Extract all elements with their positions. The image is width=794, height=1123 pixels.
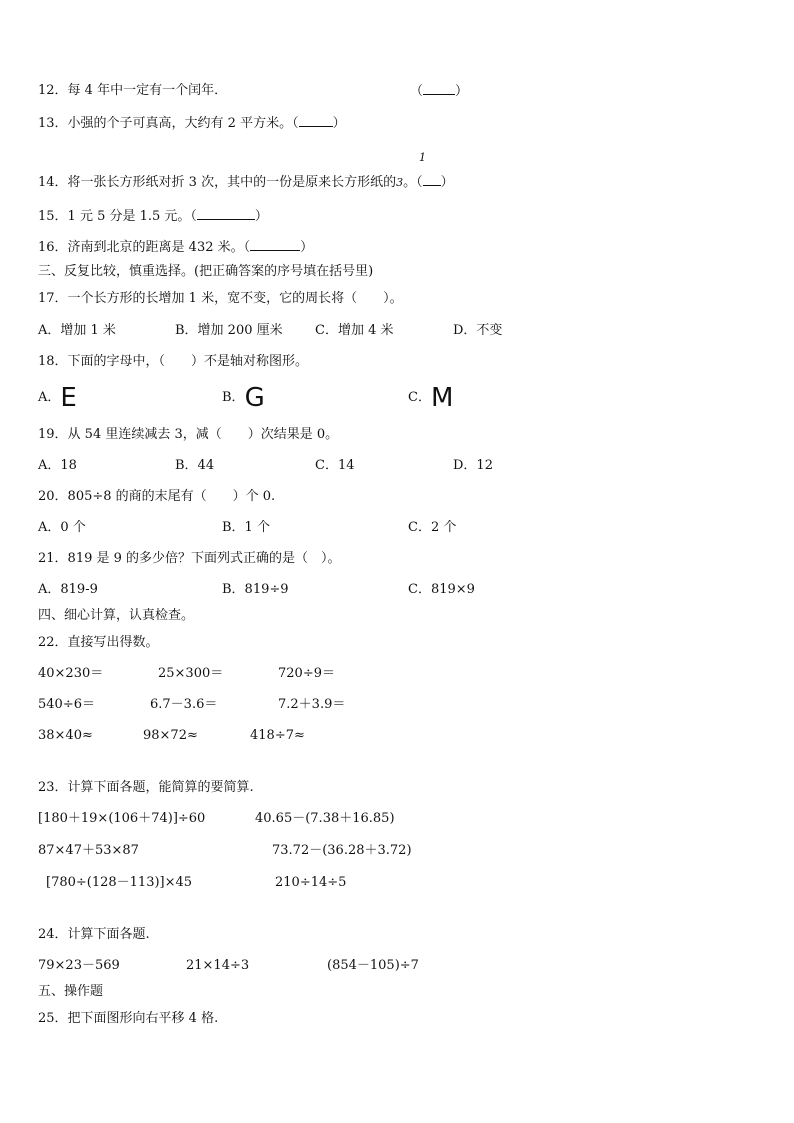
option-label: C． bbox=[408, 390, 431, 405]
q18-option-b[interactable] bbox=[222, 384, 265, 412]
question-19: 19．从 54 里连续减去 3，减（ ）次结果是 0。 bbox=[38, 427, 339, 442]
answer-blank[interactable] bbox=[197, 207, 255, 220]
question-20: 20．805÷8 的商的末尾有（ ）个 0. bbox=[38, 489, 276, 504]
question-13 bbox=[38, 114, 346, 133]
question-14-text: 14．将一张长方形纸对折 3 次，其中的一份是原来长方形纸的 bbox=[38, 175, 397, 190]
question-21: 21．819 是 9 的多少倍？下面列式正确的是（ ）。 bbox=[38, 551, 341, 566]
calc-item: 25×300＝ bbox=[158, 666, 224, 681]
q19-option-c[interactable]: C．14 bbox=[315, 458, 355, 473]
calc-item: [180＋19×(106＋74)]÷60 bbox=[38, 811, 206, 826]
fraction-numerator: 1 bbox=[419, 151, 426, 164]
question-14-tail: 。（ bbox=[403, 175, 423, 190]
calc-item: 418÷7≈ bbox=[250, 728, 305, 743]
calc-item: 210÷14÷5 bbox=[275, 875, 347, 890]
letter-e: E bbox=[60, 383, 77, 413]
calc-item: 720÷9＝ bbox=[278, 666, 335, 681]
paren-close: ） bbox=[300, 240, 314, 255]
q20-option-c[interactable]: C．2 个 bbox=[408, 520, 457, 535]
calc-item: 6.7－3.6＝ bbox=[150, 697, 218, 712]
q18-option-c[interactable] bbox=[408, 384, 453, 412]
calc-item: 21×14÷3 bbox=[186, 958, 250, 973]
q19-option-a[interactable]: A．18 bbox=[38, 458, 77, 473]
question-24: 24．计算下面各题. bbox=[38, 927, 150, 942]
answer-blank[interactable] bbox=[299, 114, 333, 127]
option-label: A． bbox=[38, 390, 61, 405]
question-15 bbox=[38, 207, 268, 226]
q21-option-c[interactable]: C．819×9 bbox=[408, 582, 475, 597]
paren-close: ） bbox=[455, 84, 469, 99]
paren-open: （ bbox=[410, 84, 424, 99]
answer-blank[interactable] bbox=[423, 82, 455, 95]
question-12 bbox=[38, 82, 227, 100]
calc-item: 540÷6＝ bbox=[38, 697, 95, 712]
q19-option-d[interactable]: D．12 bbox=[453, 458, 493, 473]
question-23: 23．计算下面各题，能简算的要简算. bbox=[38, 780, 254, 795]
q21-option-b[interactable]: B．819÷9 bbox=[222, 582, 289, 597]
q17-option-d[interactable]: D．不变 bbox=[453, 323, 503, 338]
paren-close: ） bbox=[254, 209, 268, 224]
calc-item: 40×230＝ bbox=[38, 666, 104, 681]
calc-item: 73.72－(36.28＋3.72) bbox=[272, 843, 412, 858]
question-25: 25．把下面图形向右平移 4 格. bbox=[38, 1011, 219, 1026]
calc-item: 79×23－569 bbox=[38, 958, 120, 973]
calc-item: 87×47＋53×87 bbox=[38, 843, 139, 858]
section-5-heading: 五、操作题 bbox=[38, 984, 104, 999]
calc-item: (854－105)÷7 bbox=[327, 958, 419, 973]
calc-item: 38×40≈ bbox=[38, 728, 93, 743]
q17-option-a[interactable]: A．增加 1 米 bbox=[38, 323, 116, 338]
calc-item: 98×72≈ bbox=[143, 728, 198, 743]
answer-blank[interactable] bbox=[423, 173, 441, 186]
question-16 bbox=[38, 238, 313, 257]
letter-m: M bbox=[430, 383, 454, 413]
fraction-denominator: 3 bbox=[396, 176, 404, 189]
section-3-heading: 三、反复比较，慎重选择。(把正确答案的序号填在括号里) bbox=[38, 264, 374, 279]
q21-option-a[interactable]: A．819-9 bbox=[38, 582, 98, 597]
calc-item: [780÷(128－113)]×45 bbox=[46, 875, 193, 890]
question-13-text: 13．小强的个子可真高，大约有 2 平方米。（ bbox=[38, 116, 299, 131]
q20-option-a[interactable]: A．0 个 bbox=[38, 520, 86, 535]
question-15-text: 15．1 元 5 分是 1.5 元。（ bbox=[38, 209, 197, 224]
q20-option-b[interactable]: B．1 个 bbox=[222, 520, 270, 535]
paren-close: ） bbox=[440, 175, 454, 190]
question-22: 22．直接写出得数。 bbox=[38, 635, 159, 650]
calc-item: 7.2＋3.9＝ bbox=[278, 697, 346, 712]
q17-option-c[interactable]: C．增加 4 米 bbox=[315, 323, 394, 338]
question-12-text: 12．每 4 年中一定有一个闰年． bbox=[38, 83, 228, 98]
question-16-text: 16．济南到北京的距离是 432 米。（ bbox=[38, 240, 251, 255]
q19-option-b[interactable]: B．44 bbox=[175, 458, 215, 473]
section-4-heading: 四、细心计算，认真检查。 bbox=[38, 608, 195, 623]
answer-blank[interactable] bbox=[250, 238, 300, 251]
q17-option-b[interactable]: B．增加 200 厘米 bbox=[175, 323, 283, 338]
letter-g: G bbox=[244, 383, 265, 413]
question-14 bbox=[38, 173, 454, 192]
question-18: 18．下面的字母中，（ ）不是轴对称图形。 bbox=[38, 354, 309, 369]
q18-option-a[interactable] bbox=[38, 384, 77, 412]
calc-item: 40.65－(7.38＋16.85) bbox=[255, 811, 395, 826]
answer-paren-12[interactable] bbox=[410, 82, 468, 101]
question-17: 17．一个长方形的长增加 1 米，宽不变，它的周长将（ ）。 bbox=[38, 291, 403, 306]
option-label: B． bbox=[222, 390, 245, 405]
paren-close: ） bbox=[332, 116, 346, 131]
